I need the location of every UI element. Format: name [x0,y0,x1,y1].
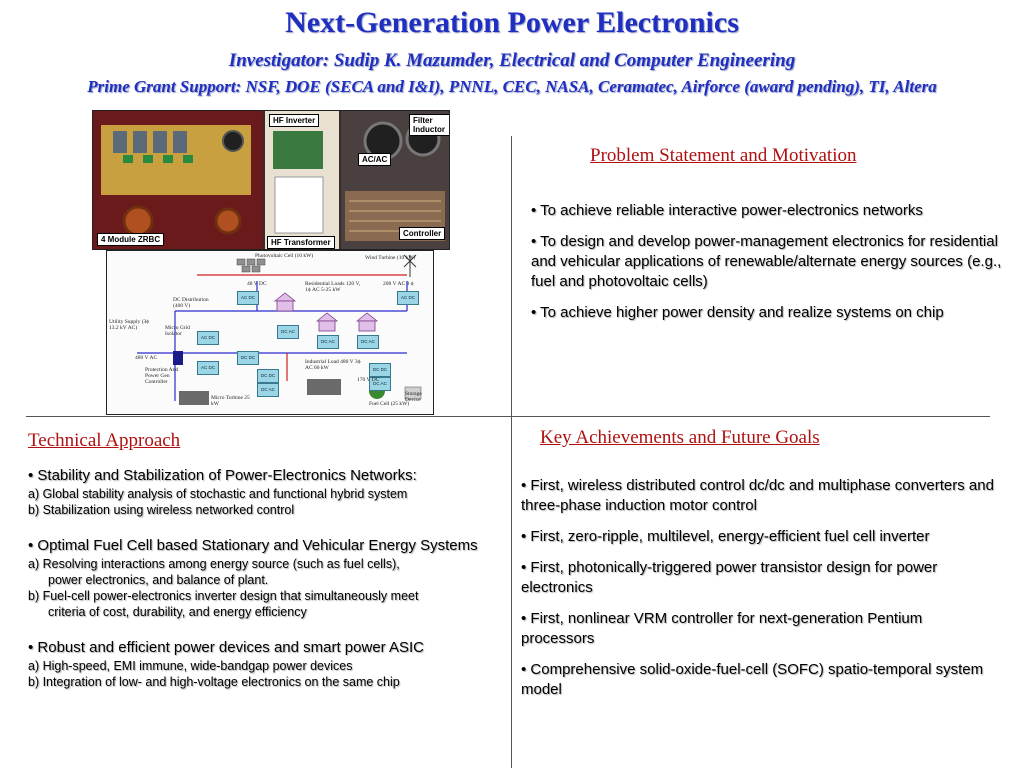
technical-bullet: • Robust and efficient power devices and smart power ASIC [28,639,425,656]
achievement-bullet: • Comprehensive solid-oxide-fuel-cell (SOFC) spatio-temporal system model [521,661,984,698]
achievement-bullet: • First, nonlinear VRM controller for next-generation Pentium processors [521,610,923,647]
diagram-label-170v: 170 V DC [357,377,380,383]
diagram-label-utility: Utility Supply (3ϕ 13.2 kV AC) [109,319,150,331]
technical-subitem: b) Fuel-cell power-electronics inverter design that simultaneously meet [28,589,419,603]
diagram-label-dc-distribution: DC Distribution (400 V) [173,297,209,309]
diagram-label-pv: Photovoltaic Cell (10 kW) [255,253,314,259]
grant-support-line: Prime Grant Support: NSF, DOE (SECA and I&I), PNNL, CEC, NASA, Ceramatec, Airforce (award pending), TI, Altera [87,77,937,96]
hardware-photo [92,110,450,250]
technical-subitem: criteria of cost, durability, and energy efficiency [48,605,307,619]
diagram-label-storage: Storage Device [405,391,422,403]
achievement-bullet: • First, wireless distributed control dc/dc and multiphase converters and three-phase induction motor control [521,477,994,514]
technical-subitem: b) Integration of low- and high-voltage electronics on the same chip [28,675,400,689]
technical-subitem: a) Resolving interactions among energy source (such as fuel cells), [28,557,400,571]
diagram-label-protection: Protection And Power Gen Controller [145,367,179,385]
diagram-label-microgrid: Micro Grid Isolator [165,325,190,337]
technical-bullets [28,466,504,690]
problem-bullets [531,201,1003,334]
photo-label-zrbc: 4 Module ZRBC [97,233,164,246]
diagram-label-208v: 208 V AC 3 ϕ [383,281,414,287]
diagram-label-48v: 48 V DC [247,281,267,287]
diagram-label-wind: Wind Turbine (10 kW) [365,255,416,261]
achievements-heading: Key Achievements and Future Goals [540,427,820,448]
problem-heading: Problem Statement and Motivation [590,145,857,166]
diagram-label-microturbine: Micro Turbine 25 kW [211,395,250,407]
slide-title: Next-Generation Power Electronics [285,6,739,39]
technical-subitem: a) High-speed, EMI immune, wide-bandgap power devices [28,659,353,673]
diagram-label-480v: 480 V AC [135,355,158,361]
achievement-bullet: • First, photonically-triggered power transistor design for power electronics [521,559,938,596]
diagram-label-fuelcell: Fuel Cell (25 kW) [369,401,410,407]
investigator-line: Investigator: Sudip K. Mazumder, Electrical and Computer Engineering [228,50,796,71]
technical-bullet: • Optimal Fuel Cell based Stationary and Vehicular Energy Systems [28,537,478,554]
problem-bullet: • To design and develop power-management electronics for residential and vehicular applications of renewable/alternate energy sources (e.g., fuel and photovoltaic cells) [531,233,1002,290]
photo-label-hf-inverter: HF Inverter [269,114,319,127]
achievements-bullets [521,476,997,711]
technical-subitem: a) Global stability analysis of stochastic and functional hybrid system [28,487,408,501]
photo-label-controller: Controller [399,227,445,240]
problem-bullet: • To achieve reliable interactive power-electronics networks [531,202,923,219]
technical-subitem: power electronics, and balance of plant. [48,573,269,587]
technical-subitem: b) Stabilization using wireless networked control [28,503,295,517]
photo-label-filter-inductor: Filter Inductor [409,114,450,136]
diagram-label-residential: Residential Loads 120 V, 1ϕ AC 5-25 kW [305,281,361,293]
problem-bullet: • To achieve higher power density and realize systems on chip [531,304,944,321]
power-network-diagram: AC DC DC AC DC AC DC AC AC DC DC DC AC DC DC DC DC DC DC AC DC AC AC DC Photovoltaic Cell (10 kW) Wind Turbine (10 kW) 48 V DC Residential Loads 120 V, 1ϕ AC 5-25 kW 208 V AC 3 ϕ DC Distribution (400 V) Utility Supply (3ϕ 13.2 kV AC) Micro Grid Isolator 480 V AC Protection And Power Gen Controller Industrial Load 480 V 3ϕ AC 60 kW 170 V DC Storage Device Micro Turbine 25 kW Fuel Cell (25 kW) [106,250,434,415]
technical-bullet: • Stability and Stabilization of Power-Electronics Networks: [28,467,417,484]
diagram-label-industrial: Industrial Load 480 V 3ϕ AC 60 kW [305,359,361,371]
vertical-divider [511,136,512,768]
photo-label-ac-ac: AC/AC [358,153,391,166]
achievement-bullet: • First, zero-ripple, multilevel, energy-efficient fuel cell inverter [521,528,930,545]
photo-label-hf-transformer: HF Transformer [267,236,335,249]
technical-heading: Technical Approach [28,430,181,451]
horizontal-divider [26,416,990,417]
